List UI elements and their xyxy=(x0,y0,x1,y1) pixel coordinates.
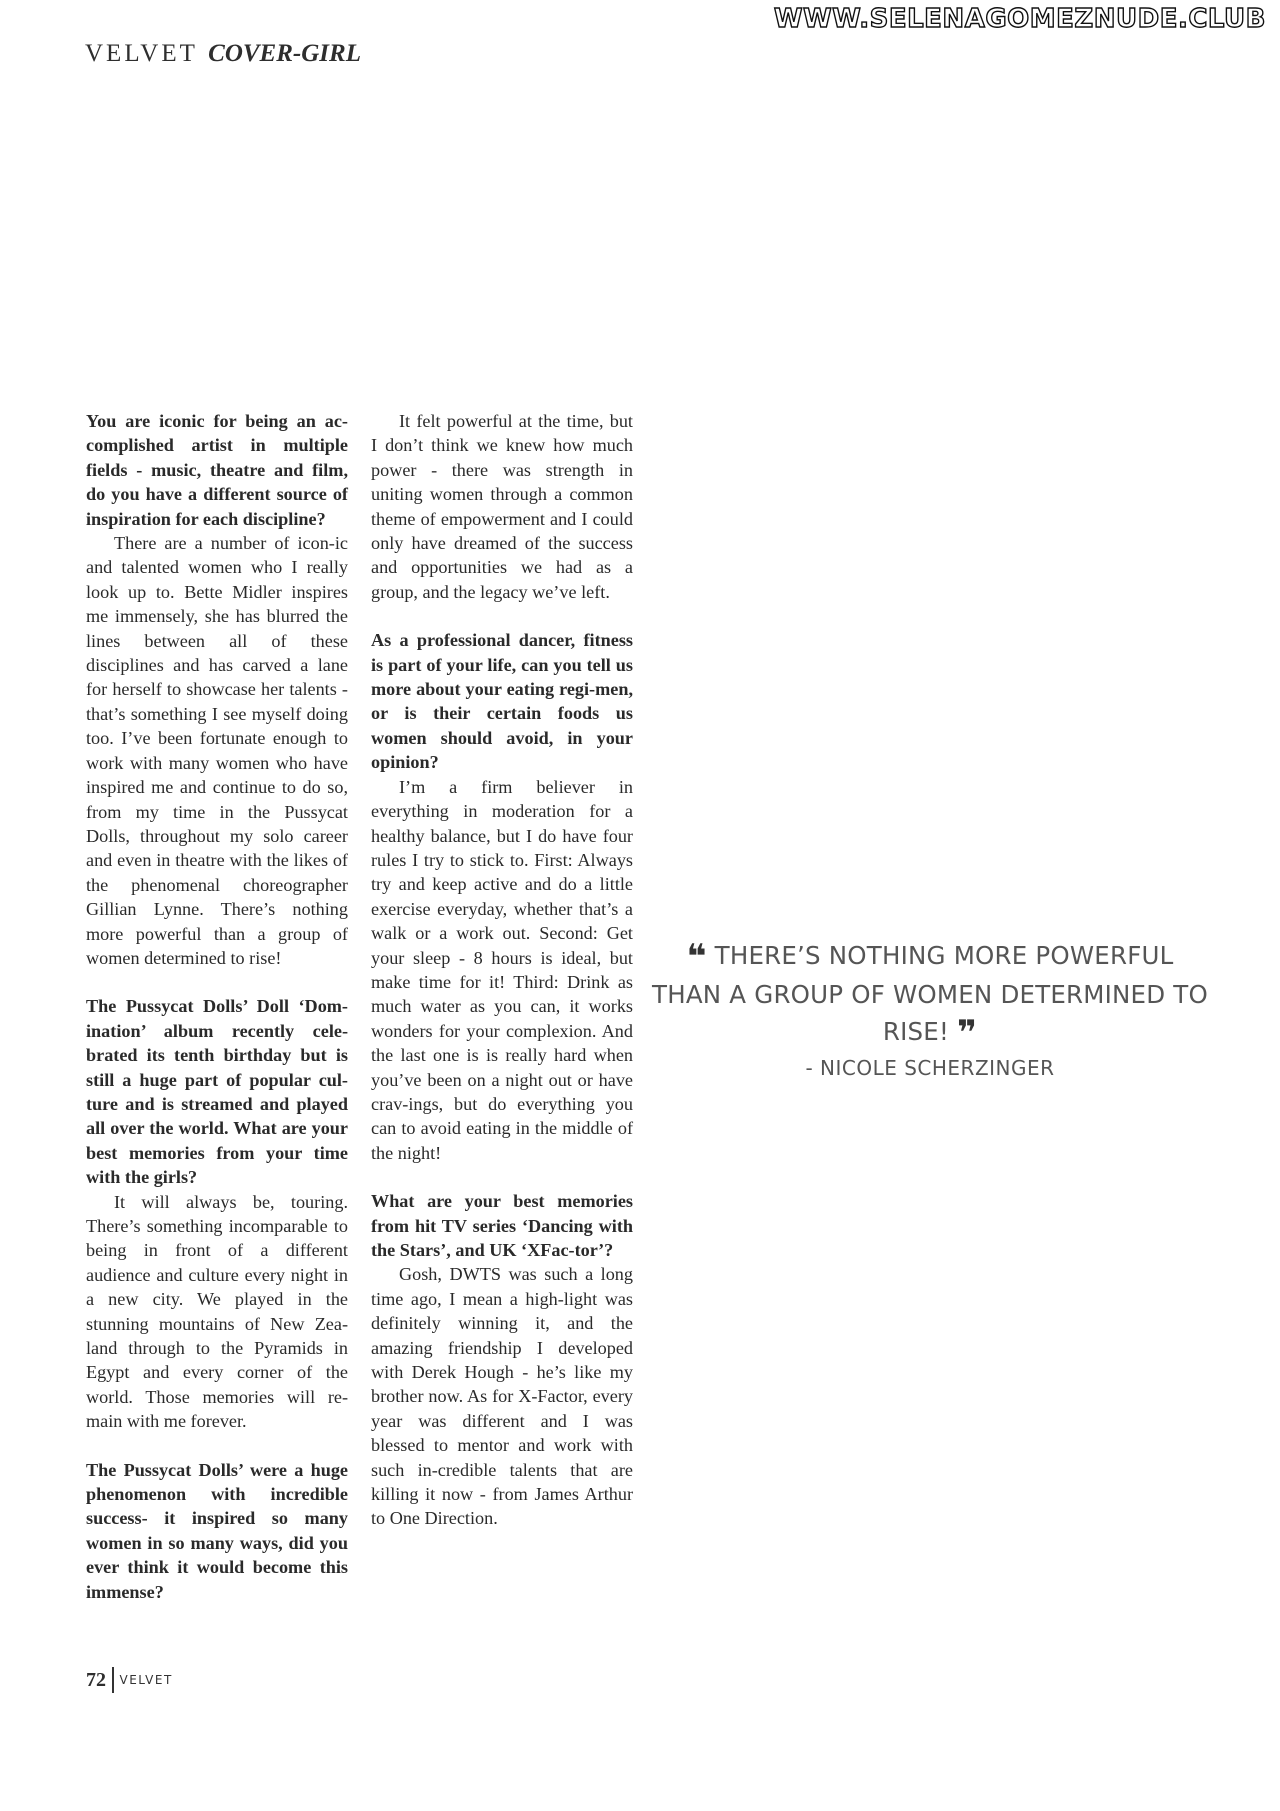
interview-answer: There are a number of icon-ic and talented women who I really look up to. Bette Midler inspires me immensely, she has blurred the lines between all of these disciplines and has carved a lane for herself to showcase her talents - that’s something I see myself doing too. I’ve been fortunate enough to work with many women who have inspired me and continue to do so, from my time in the Pussycat Dolls, throughout my solo career and even in theatre with the likes of the phenomenal choreographer Gillian Lynne. There’s nothing more powerful than a group of women determined to rise! xyxy=(86,533,348,968)
interview-answer: It felt powerful at the time, but I don’t think we knew how much power - there was strength in uniting women through a common theme of empowerment and I could only have dreamed of the success and opportunities we had as a group, and the legacy we’ve left. xyxy=(371,411,633,602)
pull-quote xyxy=(650,937,1210,1080)
interview-answer: Gosh, DWTS was such a long time ago, I mean a high-light was definitely winning it, and the amazing friendship I developed with Derek Hough - he’s like my brother now. As for X-Factor, every year was different and I was blessed to mentor and work with such in-credible talents that are killing it now - from James Arthur to One Direction. xyxy=(371,1264,633,1529)
interview-question: As a professional dancer, fitness is part of your life, can you tell us more about your eating regi-men, or is their certain foods us women should avoid, in your opinion? xyxy=(371,630,633,773)
magazine-brand: VELVET xyxy=(85,40,198,67)
qa-block xyxy=(371,409,633,604)
page-footer xyxy=(86,1667,173,1693)
pull-quote-text xyxy=(650,937,1210,1052)
qa-block xyxy=(86,409,348,970)
interview-question: The Pussycat Dolls’ Doll ‘Dom-ination’ album recently cele-brated its tenth birthday but is still a huge part of popular cul-ture and is streamed and played all over the world. What are your best memories from your time with the girls? xyxy=(86,996,348,1188)
footer-divider xyxy=(112,1667,114,1693)
interview-question: What are your best memories from hit TV series ‘Dancing with the Stars’, and UK ‘XFac-tor’? xyxy=(371,1191,633,1260)
watermark-text: WWW.SELENAGOMEZNUDE.CLUB xyxy=(773,4,1266,34)
page-number: 72 xyxy=(86,1668,106,1691)
qa-block xyxy=(86,1458,348,1604)
article-column-right xyxy=(371,409,633,1555)
pull-quote-attribution: - NICOLE SCHERZINGER xyxy=(805,1056,1055,1080)
interview-answer: I’m a firm believer in everything in moderation for a healthy balance, but I do have four rules I try to stick to. First: Always try and keep active and do a little exercise everyday, whether that’s a walk or a work out. Second: Get your sleep - 8 hours is ideal, but make time for it! Third: Drink as much water as you can, it works wonders for your complexion. And the last one is is really hard when you’ve been on a night out or have crav-ings, but do everything you can to avoid eating in the middle of the night! xyxy=(371,776,633,1163)
qa-block xyxy=(86,994,348,1433)
section-title: COVER-GIRL xyxy=(208,40,361,67)
open-quote-icon: ❝ xyxy=(686,937,707,977)
interview-question: You are iconic for being an ac-complished artist in multiple fields - music, theatre and film, do you have a different source of inspiration for each discipline? xyxy=(86,411,348,529)
article-column-left xyxy=(86,409,348,1628)
page-header xyxy=(85,40,361,68)
qa-block xyxy=(371,628,633,1165)
pull-quote-body: THERE’S NOTHING MORE POWERFUL THAN A GROUP OF WOMEN DETERMINED TO RISE! xyxy=(652,941,1208,1046)
interview-question: The Pussycat Dolls’ were a huge phenomenon with incredible success- it inspired so many women in so many ways, did you ever think it would become this immense? xyxy=(86,1459,348,1602)
qa-block xyxy=(371,1189,633,1531)
footer-brand: VELVET xyxy=(119,1673,173,1687)
close-quote-icon: ❞ xyxy=(956,1013,978,1053)
interview-answer: It will always be, touring. There’s something incomparable to being in front of a different audience and culture every night in a new city. We played in the stunning mountains of New Zea-land through to the Pyramids in Egypt and every corner of the world. Those memories will re-main with me forever. xyxy=(86,1191,348,1432)
